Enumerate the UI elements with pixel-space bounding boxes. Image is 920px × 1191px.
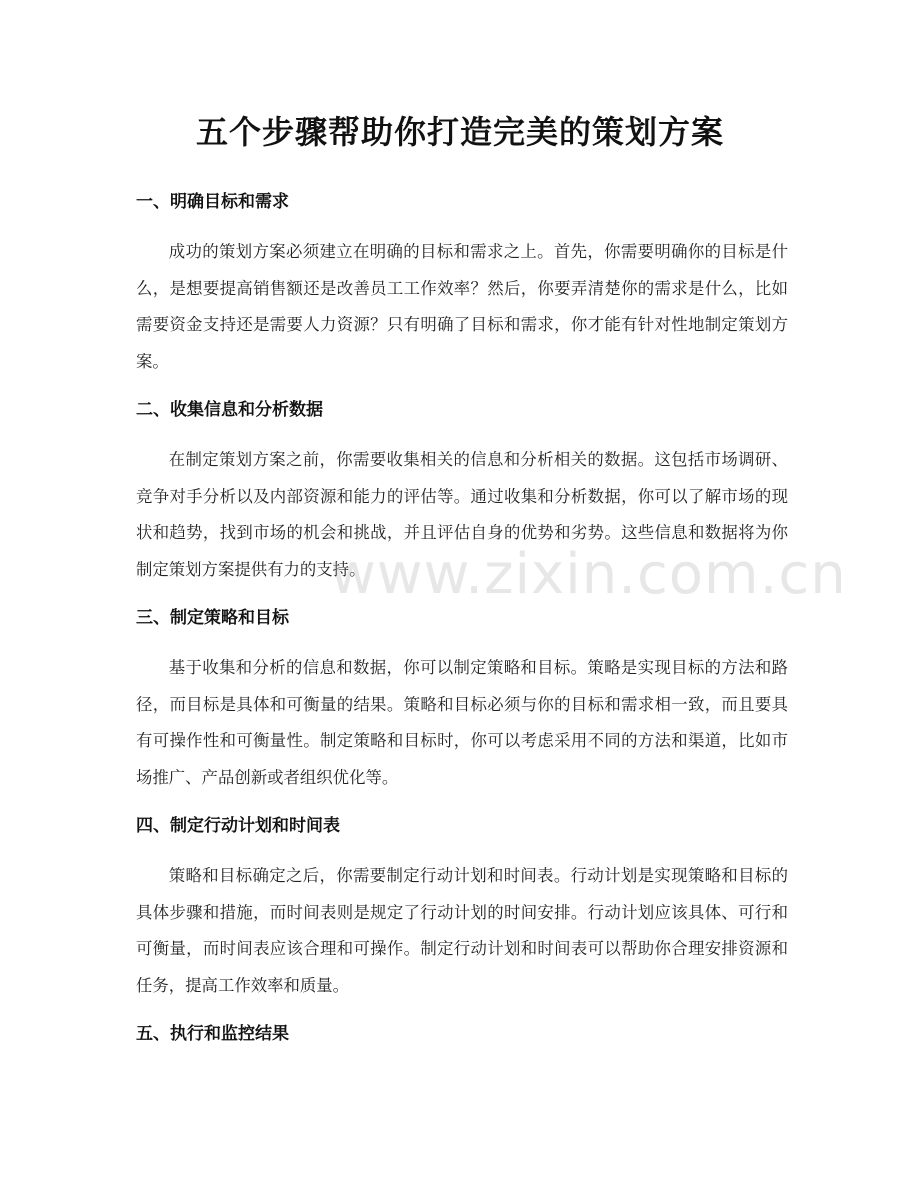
watermark-text: www.zixin.com.cn: [330, 542, 847, 607]
section-heading-4: 四、制定行动计划和时间表: [136, 816, 340, 836]
document-title: 五个步骤帮助你打造完美的策划方案: [195, 113, 724, 151]
section-paragraph-1: 成功的策划方案必须建立在明确的目标和需求之上。首先，你需要明确你的目标是什么，是想要提高销售额还是改善员工工作效率？然后，你要弄清楚你的需求是什么，比如需要资金支持还是需要人力资源？只有明确了目标和需求，你才能有针对性地制定策划方案。: [136, 242, 788, 371]
section-heading-5: 五、执行和监控结果: [136, 1024, 289, 1044]
section-paragraph-2: 在制定策划方案之前，你需要收集相关的信息和分析相关的数据。这包括市场调研、竞争对手分析以及内部资源和能力的评估等。通过收集和分析数据，你可以了解市场的现状和趋势，找到市场的机会和挑战，并且评估自身的优势和劣势。这些信息和数据将为你制定策划方案提供有力的支持。: [136, 450, 788, 579]
section-heading-2: 二、收集信息和分析数据: [136, 400, 323, 420]
section-paragraph-3: 基于收集和分析的信息和数据，你可以制定策略和目标。策略是实现目标的方法和路径，而目标是具体和可衡量的结果。策略和目标必须与你的目标和需求相一致，而且要具有可操作性和可衡量性。制定策略和目标时，你可以考虑采用不同的方法和渠道，比如市场推广、产品创新或者组织优化等。: [136, 658, 788, 787]
section-heading-1: 一、明确目标和需求: [136, 192, 289, 212]
section-paragraph-4: 策略和目标确定之后，你需要制定行动计划和时间表。行动计划是实现策略和目标的具体步骤和措施，而时间表则是规定了行动计划的时间安排。行动计划应该具体、可行和可衡量，而时间表应该合理和可操作。制定行动计划和时间表可以帮助你合理安排资源和任务，提高工作效率和质量。: [136, 866, 788, 995]
section-heading-3: 三、制定策略和目标: [136, 608, 289, 628]
